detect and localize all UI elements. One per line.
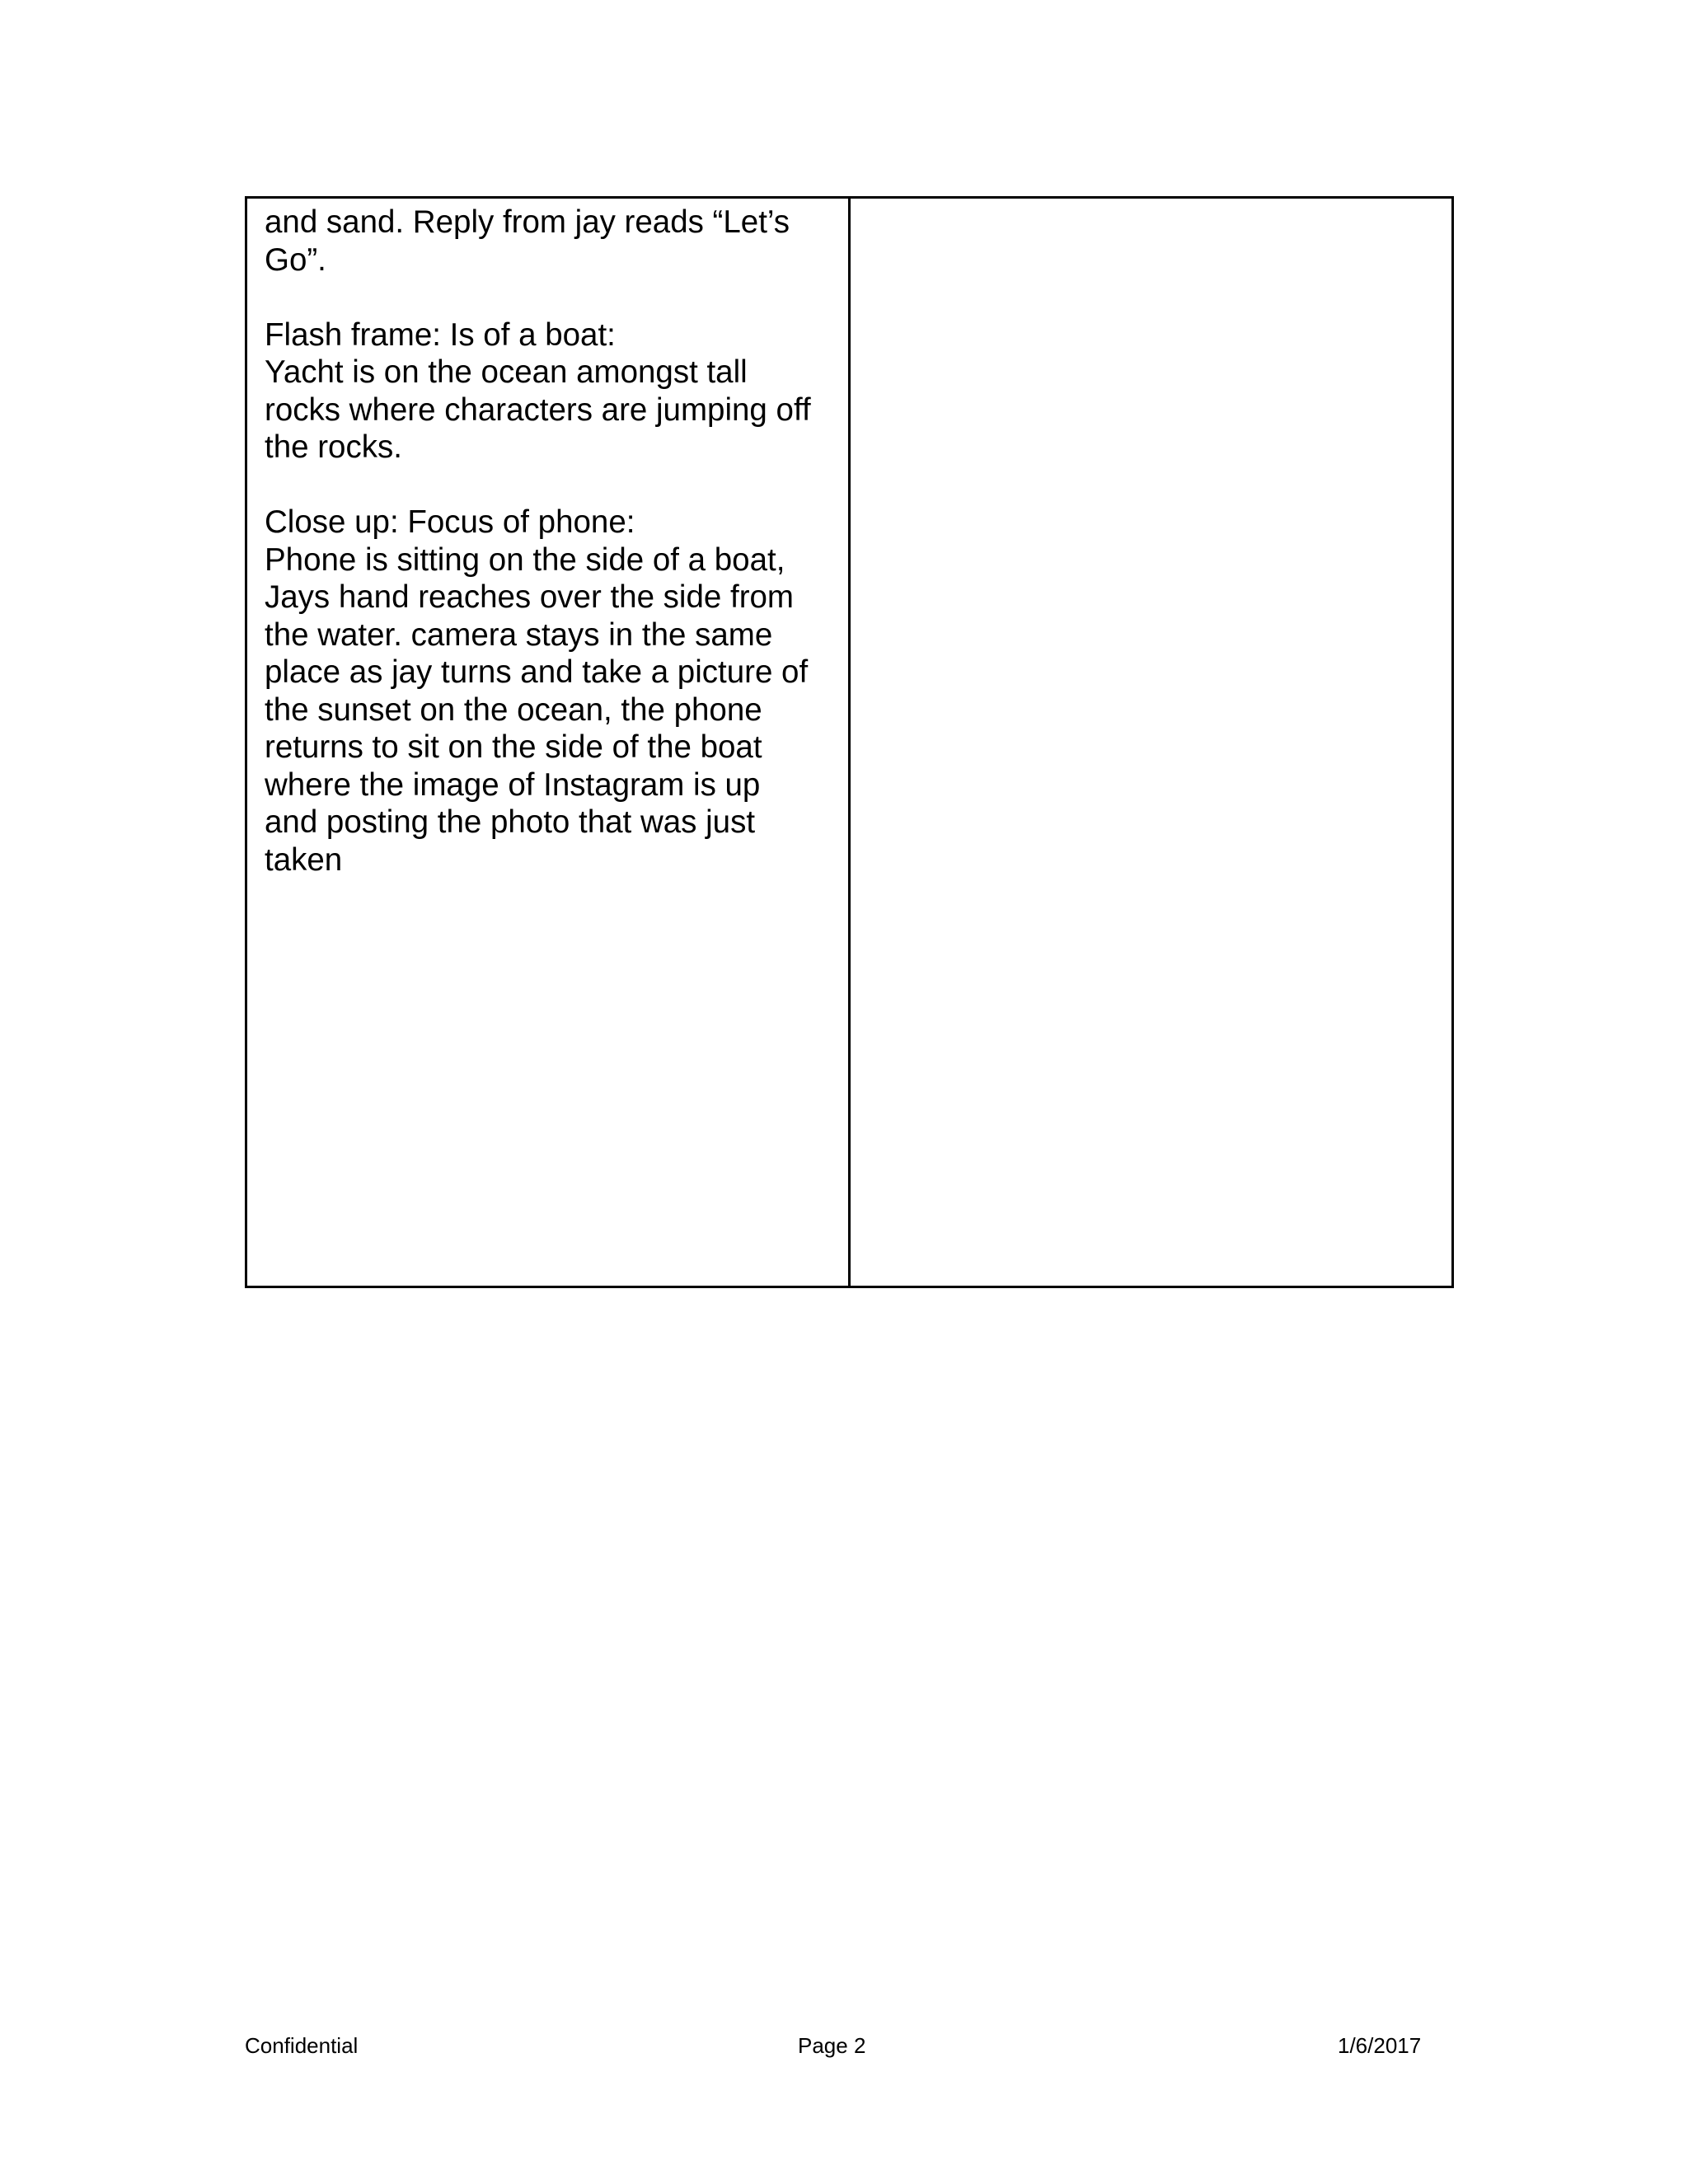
scene-paragraph-close-up: Close up: Focus of phone: Phone is sitting on the side of a boat, Jays hand reaches over the side from the water. camera stays in the same place as jay turns and take a picture of the sunset on the ocean, the phone returns to sit on the side of the boat where the image of Instagram is up and posting the photo that was just taken: [265, 504, 809, 878]
footer-confidential: Confidential: [245, 2033, 359, 2058]
script-table: [245, 196, 1454, 1288]
description-cell: [247, 199, 851, 1286]
scene-paragraph-reply: and sand. Reply from jay reads “Let’s Go”.: [265, 204, 790, 278]
scene-paragraph-flash-frame: Flash frame: Is of a boat: Yacht is on the ocean amongst tall rocks where characters are jumping off the rocks.: [265, 316, 811, 465]
notes-cell: [851, 199, 1451, 1286]
footer-page-number: Page 2: [798, 2033, 866, 2058]
footer-date: 1/6/2017: [1338, 2033, 1422, 2058]
